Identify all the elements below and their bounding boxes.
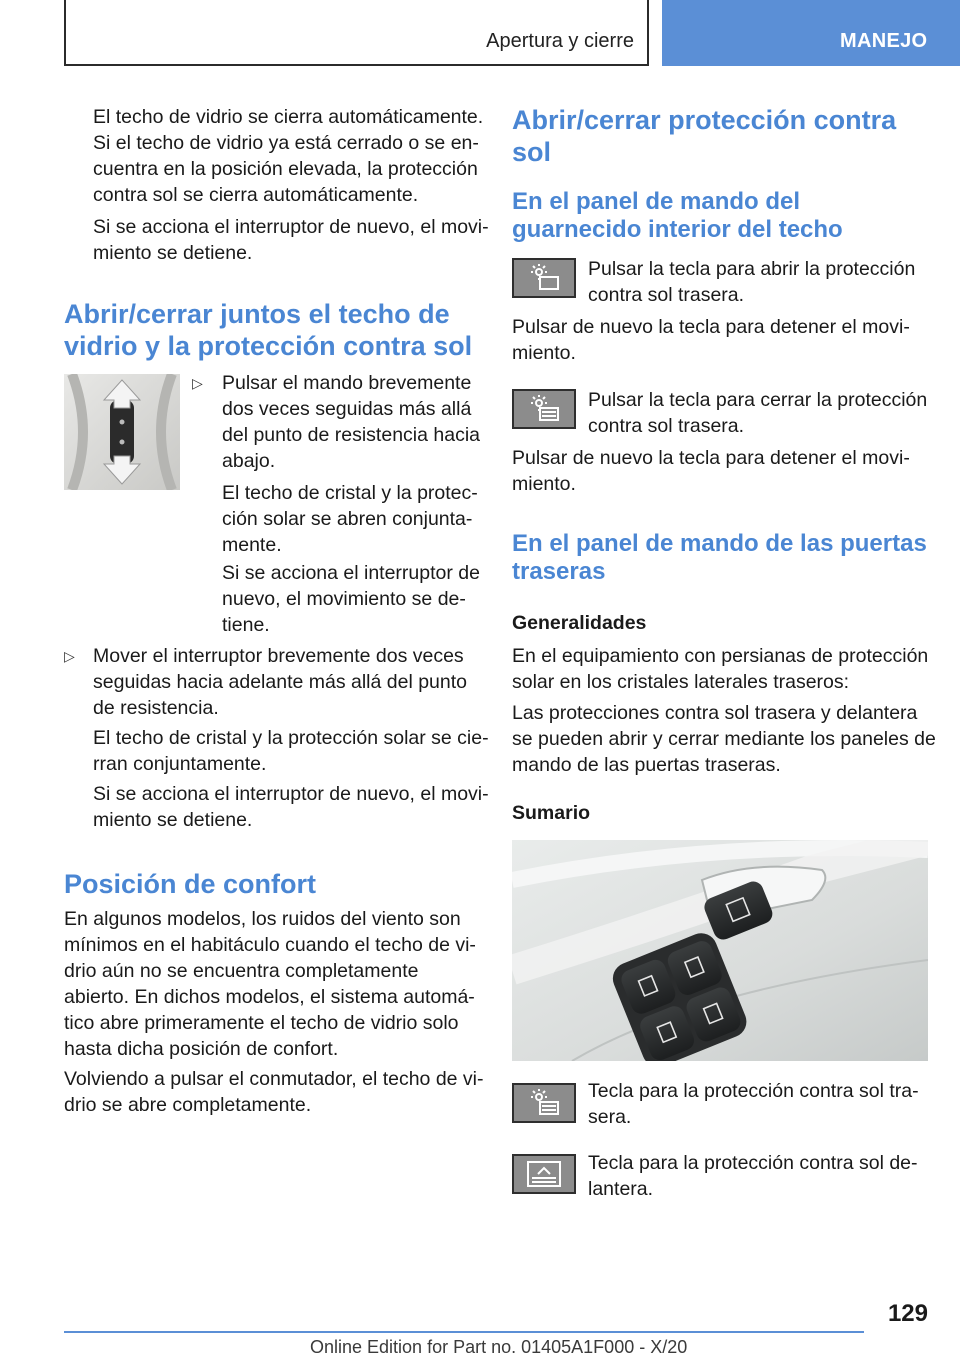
sunshade-front-key-icon <box>512 1154 576 1194</box>
bullet-close-together: El techo de cristal y la protección solar se cie- rran conjuntamente. <box>93 727 489 775</box>
key-close-rear-text: Pulsar la tecla para cerrar la protección contra sol trasera. <box>588 389 928 437</box>
footer-rule <box>64 1331 864 1333</box>
key-open-rear-stop: Pulsar de nuevo la tecla para detener el movi- miento. <box>512 316 910 364</box>
heading-comfort-position: Posición de confort <box>64 869 317 899</box>
heading-generalities: Generalidades <box>512 612 647 634</box>
header-tab-manejo[interactable] <box>662 0 960 66</box>
key-front-sunshade-text: Tecla para la protección contra sol de- lantera. <box>588 1152 918 1200</box>
paragraph-press-again-open: Volviendo a pulsar el conmutador, el techo de vi- drio se abre completamente. <box>64 1068 484 1116</box>
header-section-title: Apertura y cierre <box>486 30 634 52</box>
paragraph-closing-auto: El techo de vidrio se cierra automáticamente. Si el techo de vidrio ya está cerrado o se en- cuentra en la posición elevada, la protección contra sol se cierra automáticamente. <box>93 106 484 206</box>
key-open-rear-text: Pulsar la tecla para abrir la protección contra sol trasera. <box>588 258 916 306</box>
triangle-bullet-icon: ▷ <box>64 648 75 664</box>
roof-switch-image <box>64 374 180 490</box>
bullet-move-forward-twice: Mover el interruptor brevemente dos veces seguidas hacia adelante más allá del punto de resistencia. <box>93 645 468 719</box>
paragraph-generalities-1: En el equipamiento con persianas de protección solar en los cristales laterales traseros: <box>512 645 929 693</box>
heading-rear-door-panel: En el panel de mando de las puertas traseras <box>512 530 927 585</box>
header-tab-label: MANEJO <box>840 30 928 52</box>
bullet-open-together: El techo de cristal y la protec- ción solar se abren conjunta- mente. <box>222 482 478 556</box>
page-number: 129 <box>887 1300 928 1327</box>
bullet-stop-again: Si se acciona el interruptor de nuevo, el movimiento se de- tiene. <box>222 562 480 636</box>
key-rear-sunshade-text: Tecla para la protección contra sol tra- sera. <box>588 1080 919 1128</box>
sunshade-rear-close-key-icon <box>512 389 576 429</box>
heading-headliner-panel: En el panel de mando del guarnecido interior del techo <box>512 188 843 243</box>
triangle-bullet-icon: ▷ <box>192 375 203 391</box>
heading-summary: Sumario <box>512 802 591 824</box>
heading-open-close-together: Abrir/cerrar juntos el techo de vidrio y la protección contra sol <box>64 299 473 361</box>
paragraph-generalities-2: Las protecciones contra sol trasera y delantera se pueden abrir y cerrar mediante los paneles de mando de las puertas traseras. <box>512 702 936 776</box>
paragraph-comfort: En algunos modelos, los ruidos del viento son mínimos en el habitáculo cuando el techo de vi- drio aún no se encuentra completamente abierto. En dichos modelos, el sistema automá- tico abre primeramente el techo de vidrio solo hasta dicha posición de confort. <box>64 908 476 1060</box>
door-panel-image <box>512 840 928 1061</box>
bullet-press-twice-down: Pulsar el mando brevemente dos veces seguidas más allá del punto de resistencia hacia abajo. <box>222 372 481 472</box>
footer-edition: Online Edition for Part no. 01405A1F000 - X/20 <box>310 1337 688 1357</box>
paragraph-stop-movement: Si se acciona el interruptor de nuevo, el movi- miento se detiene. <box>93 216 489 264</box>
bullet-stop-again-2: Si se acciona el interruptor de nuevo, el movi- miento se detiene. <box>93 783 489 831</box>
sunshade-rear-open-key-icon <box>512 258 576 298</box>
heading-sunshade-open-close: Abrir/cerrar protección contra sol <box>512 105 897 167</box>
sunshade-rear-key-icon <box>512 1083 576 1123</box>
key-close-rear-stop: Pulsar de nuevo la tecla para detener el movi- miento. <box>512 447 910 495</box>
